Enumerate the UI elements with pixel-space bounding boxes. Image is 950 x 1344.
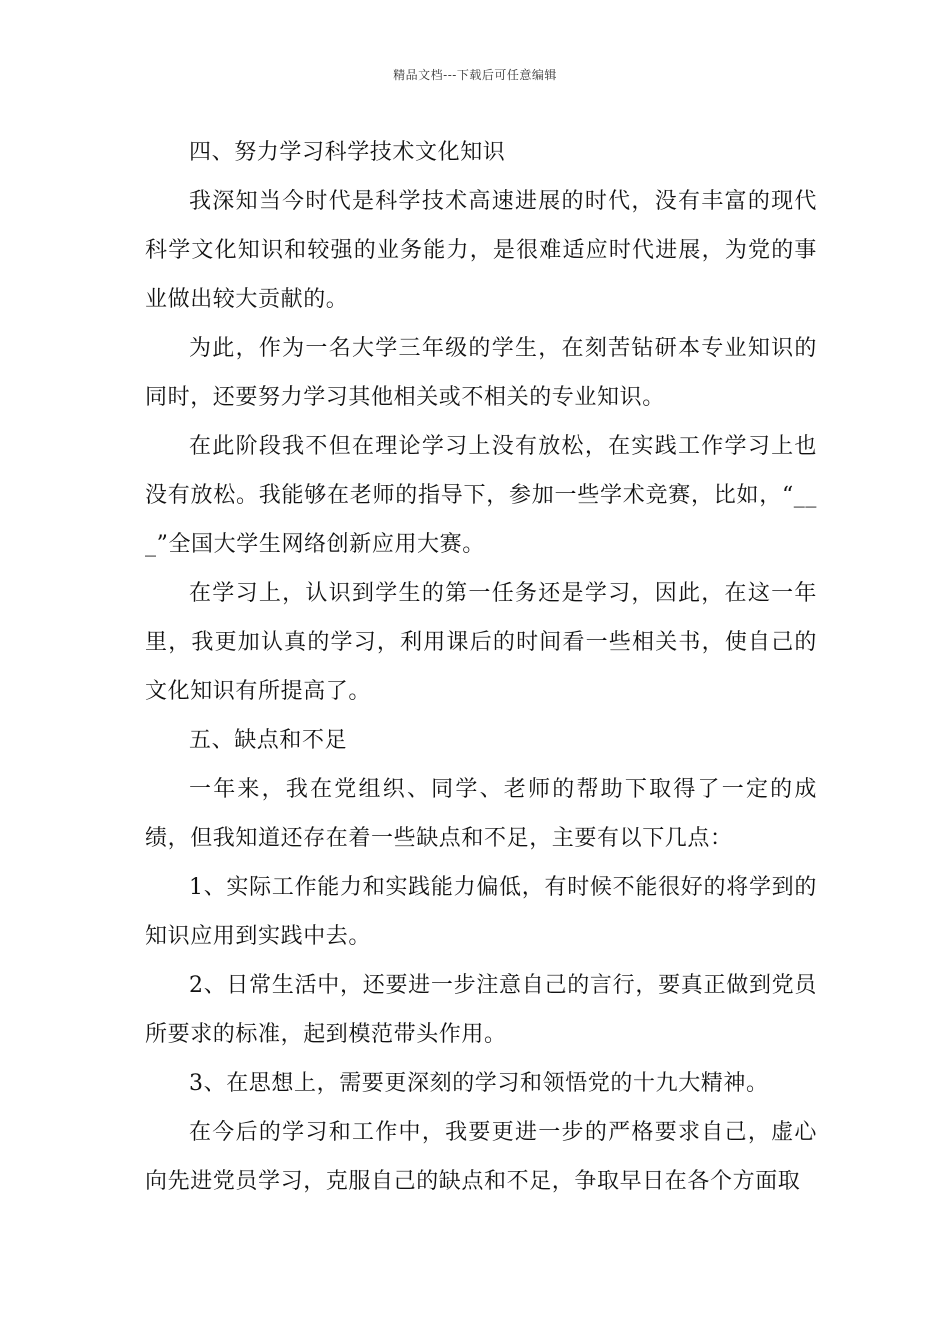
page-header: 精品文档---下载后可任意编辑 bbox=[393, 68, 557, 82]
paragraph: 我深知当今时代是科学技术高速进展的时代，没有丰富的现代科学文化知识和较强的业务能力，是很难适应时代进展，为党的事业做出较大贡献的。 bbox=[145, 189, 817, 312]
list-item: 1、实际工作能力和实践能力偏低，有时候不能很好的将学到的知识应用到实践中去。 bbox=[145, 875, 817, 949]
list-item: 3、在思想上，需要更深刻的学习和领悟党的十九大精神。 bbox=[189, 1071, 769, 1096]
paragraph: 一年来，我在党组织、同学、老师的帮助下取得了一定的成绩，但我知道还存在着一些缺点和不足，主要有以下几点： bbox=[145, 777, 817, 851]
paragraph: 为此，作为一名大学三年级的学生，在刻苦钻研本专业知识的同时，还要努力学习其他相关或不相关的专业知识。 bbox=[145, 336, 817, 410]
paragraph: 在今后的学习和工作中，我要更进一步的严格要求自己，虚心向先进党员学习，克服自己的缺点和不足，争取早日在各个方面取 bbox=[145, 1120, 817, 1194]
section-heading-five: 五、缺点和不足 bbox=[189, 728, 348, 753]
paragraph: 在此阶段我不但在理论学习上没有放松，在实践工作学习上也没有放松。我能够在老师的指导下，参加一些学术竞赛，比如，“___”全国大学生网络创新应用大赛。 bbox=[145, 434, 817, 557]
paragraph: 在学习上，认识到学生的第一任务还是学习，因此，在这一年里，我更加认真的学习，利用课后的时间看一些相关书，使自己的文化知识有所提高了。 bbox=[145, 581, 817, 704]
list-item: 2、日常生活中，还要进一步注意自己的言行，要真正做到党员所要求的标准，起到模范带头作用。 bbox=[145, 973, 817, 1047]
section-heading-four: 四、努力学习科学技术文化知识 bbox=[189, 140, 506, 165]
document-body bbox=[145, 128, 817, 1206]
